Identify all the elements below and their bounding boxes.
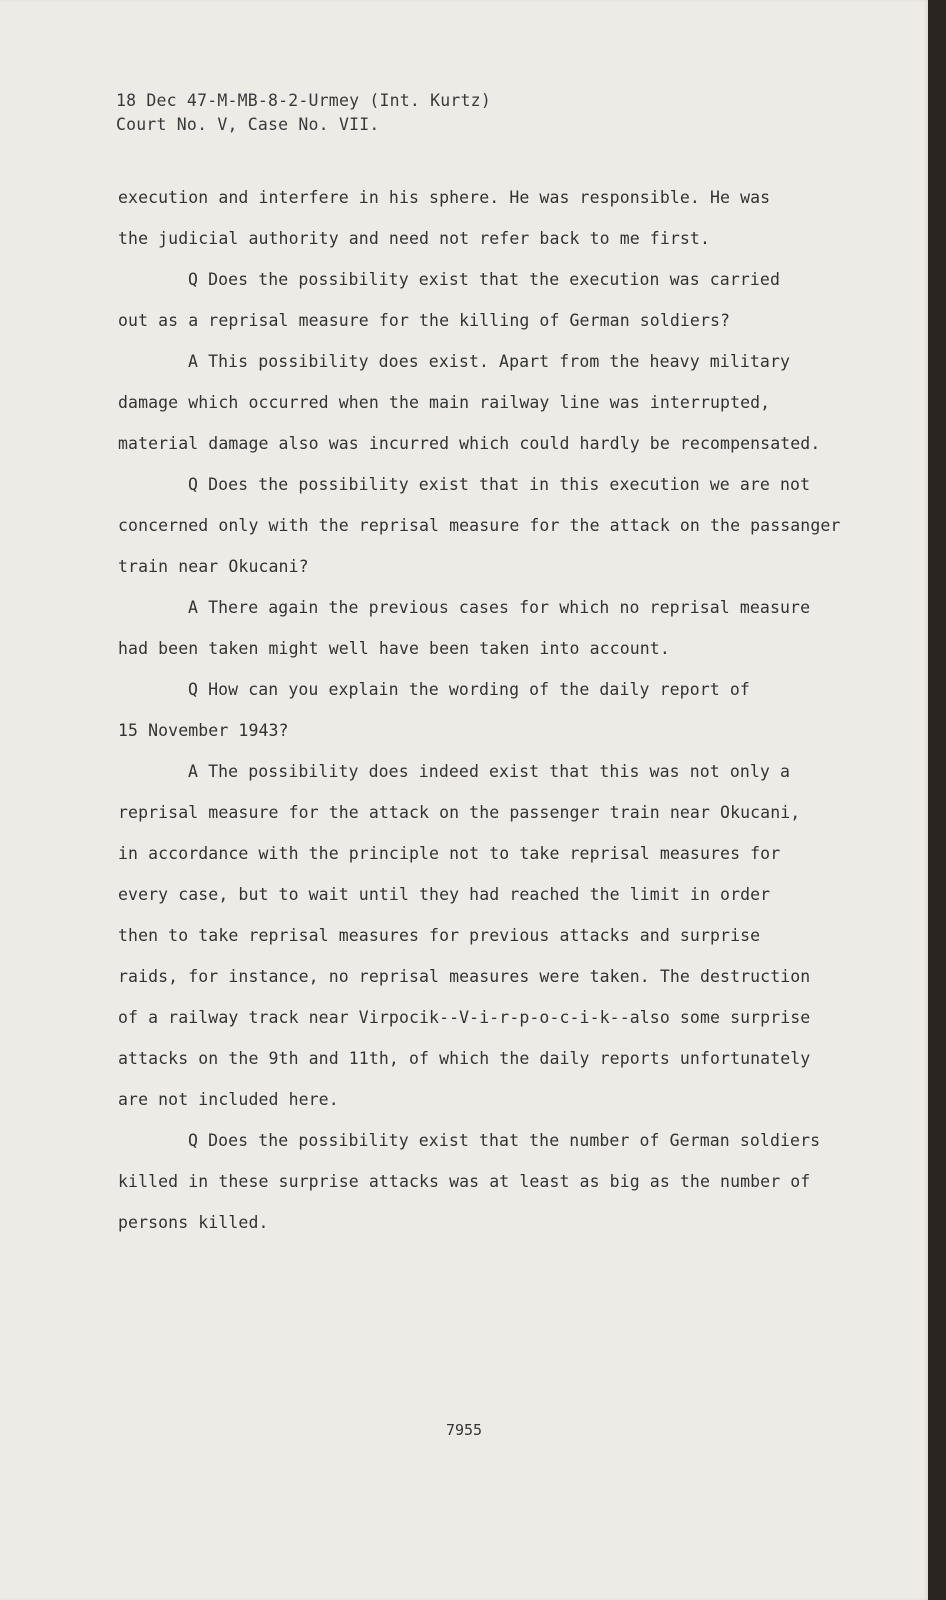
header-reference-line: 18 Dec 47-M-MB-8-2-Urmey (Int. Kurtz) <box>116 91 491 110</box>
transcript-line: reprisal measure for the attack on the passenger train near Okucani, <box>118 803 801 822</box>
transcript-line: material damage also was incurred which could hardly be recompensated. <box>118 434 821 453</box>
transcript-line: of a railway track near Virpocik--V-i-r-p-o-c-i-k--also some surprise <box>118 1008 811 1027</box>
transcript-line: then to take reprisal measures for previous attacks and surprise <box>118 926 761 945</box>
transcript-line: damage which occurred when the main railway line was interrupted, <box>118 393 771 412</box>
transcript-question: Q Does the possibility exist that in this execution we are not <box>188 475 811 494</box>
transcript-line: train near Okucani? <box>118 557 309 576</box>
transcript-line: the judicial authority and need not refer back to me first. <box>118 229 710 248</box>
transcript-line: every case, but to wait until they had reached the limit in order <box>118 885 771 904</box>
transcript-line: execution and interfere in his sphere. He was responsible. He was <box>118 188 771 207</box>
transcript-line: killed in these surprise attacks was at least as big as the number of <box>118 1172 811 1191</box>
transcript-question: Q Does the possibility exist that the execution was carried <box>188 270 780 289</box>
transcript-line: 15 November 1943? <box>118 721 289 740</box>
page-number: 7955 <box>445 1421 483 1439</box>
transcript-line: are not included here. <box>118 1090 339 1109</box>
transcript-line: attacks on the 9th and 11th, of which the daily reports unfortunately <box>118 1049 811 1068</box>
scan-border <box>928 0 946 1600</box>
transcript-line: concerned only with the reprisal measure for the attack on the passanger <box>118 516 841 535</box>
transcript-line: raids, for instance, no reprisal measures were taken. The destruction <box>118 967 811 986</box>
transcript-line: in accordance with the principle not to take reprisal measures for <box>118 844 781 863</box>
header-court-line: Court No. V, Case No. VII. <box>116 115 380 134</box>
transcript-line: persons killed. <box>118 1213 269 1232</box>
transcript-answer: A This possibility does exist. Apart from the heavy military <box>188 352 791 371</box>
transcript-question: Q Does the possibility exist that the number of German soldiers <box>188 1131 821 1150</box>
transcript-answer: A There again the previous cases for which no reprisal measure <box>188 598 811 617</box>
transcript-line: out as a reprisal measure for the killing of German soldiers? <box>118 311 731 330</box>
transcript-line: had been taken might well have been taken into account. <box>118 639 670 658</box>
transcript-answer: A The possibility does indeed exist that this was not only a <box>188 762 791 781</box>
document-header <box>116 89 491 137</box>
transcript-question: Q How can you explain the wording of the daily report of <box>188 680 750 699</box>
